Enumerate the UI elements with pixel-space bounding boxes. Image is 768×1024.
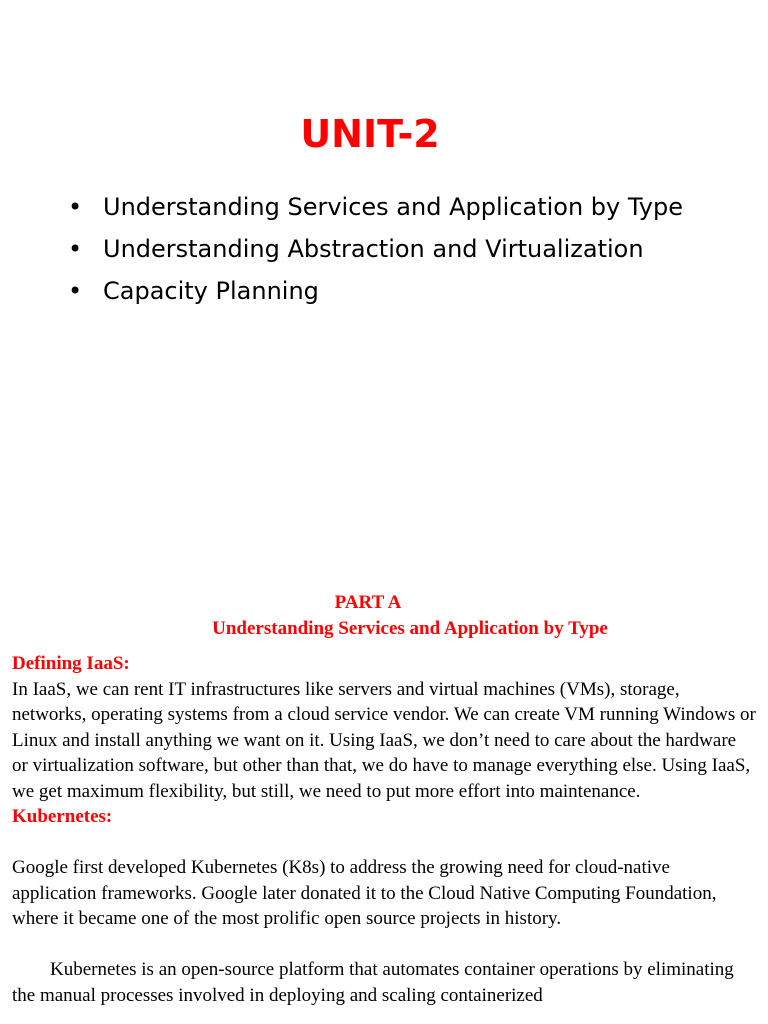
slide-bullet-text: Understanding Abstraction and Virtualization [103,235,644,263]
slide-bullet-item [68,270,683,312]
slide-title: UNIT-2 [300,112,440,156]
section-heading-kubernetes: Kubernetes: [12,806,113,827]
part-label: PART A [334,592,402,613]
section-paragraph-kubernetes: Google first developed Kubernetes (K8s) to address the growing need for cloud-native application frameworks. Google later donated it to the Cloud Native Computing Foundation, where it became one of the most prolific open source projects in history. [12,857,717,929]
paragraph-spacer [12,932,756,958]
slide-bullet-item [68,186,683,228]
slide-bullet-text: Understanding Services and Application by Type [103,193,683,221]
bullet-icon: • [68,193,83,221]
bullet-icon: • [68,235,83,263]
section-paragraph-iaas: In IaaS, we can rent IT infrastructures like servers and virtual machines (VMs), storage, networks, operating systems from a cloud service vendor. We can create VM running Windows or Linux and install anything we want on it. Using IaaS, we don’t need to care about the hardware or virtualization software, but other than that, we do have to manage everything else. Using IaaS, we get maximum flexibility, but still, we need to put more effort into maintenance. [12,678,756,802]
section-paragraph-kubernetes-2: Kubernetes is an open-source platform that automates container operations by eliminating the manual processes involved in deploying and scaling containerized [12,959,734,1006]
bullet-icon: • [68,277,83,305]
part-subtitle: Understanding Services and Application by Type [212,617,608,639]
slide-bullet-item [68,228,683,270]
paragraph-spacer [12,830,756,856]
slide-bullet-text: Capacity Planning [103,277,319,305]
section-heading-iaas: Defining IaaS: [12,653,130,674]
slide-bullet-list [68,186,683,312]
document-page [12,590,756,1008]
